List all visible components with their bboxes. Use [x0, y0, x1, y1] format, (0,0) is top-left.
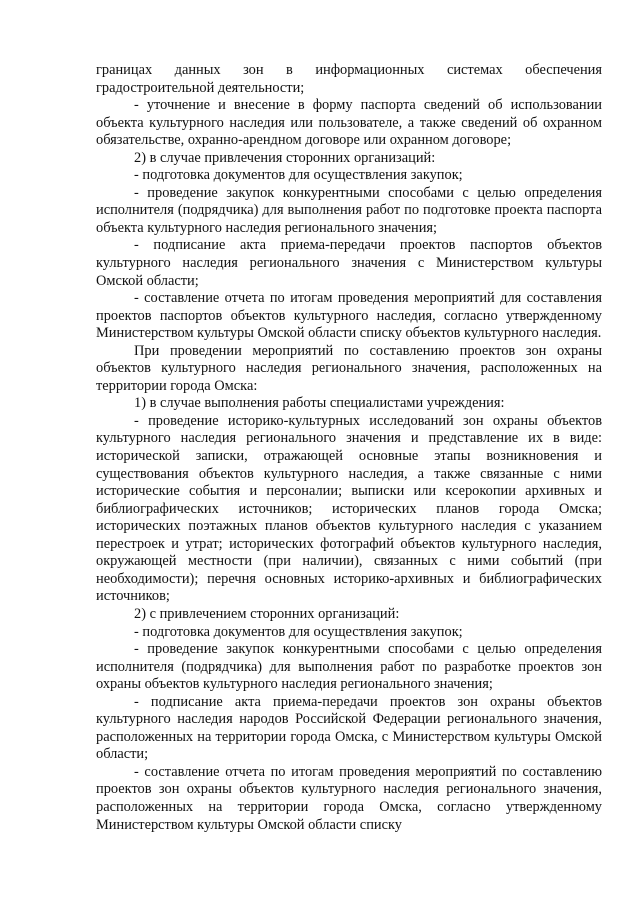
paragraph-1: границах данных зон в информационных системах обеспечения градостроительной деятельности;: [96, 62, 602, 96]
paragraph-13: - проведение закупок конкурентными способами с целью определения исполнителя (подрядчика) для выполнения работ по разработке проектов зон охраны объектов культурного наследия регионального значения;: [96, 641, 602, 693]
paragraph-15: - составление отчета по итогам проведения мероприятий по составлению проектов зон охраны объектов культурного наследия регионального значения, расположенных на территории города Омска, согласно утвержденному Министерством культуры Омской области списку: [96, 763, 602, 833]
paragraph-2: - уточнение и внесение в форму паспорта сведений об использовании объекта культурного наследия или пользователе, а также сведений об охранном обязательстве, охранно-арендном договоре или охранном договоре;: [96, 97, 602, 149]
paragraph-7: - составление отчета по итогам проведения мероприятий для составления проектов паспортов объектов культурного наследия, согласно утвержденному Министерством культуры Омской области списку объектов культурного наследия.: [96, 290, 602, 342]
paragraph-8: При проведении мероприятий по составлению проектов зон охраны объектов культурного наследия регионального значения, расположенных на территории города Омска:: [96, 342, 602, 394]
paragraph-14: - подписание акта приема-передачи проектов зон охраны объектов культурного наследия народов Российской Федерации регионального значения, расположенных на территории города Омска, с Министерством культуры Омской области;: [96, 693, 602, 763]
paragraph-11: 2) с привлечением сторонних организаций:: [134, 605, 400, 622]
paragraph-4: - подготовка документов для осуществления закупок;: [134, 167, 463, 184]
paragraph-3: 2) в случае привлечения сторонних организаций:: [134, 149, 436, 166]
document-body: [96, 62, 602, 834]
paragraph-6: - подписание акта приема-передачи проектов паспортов объектов культурного наследия регионального значения с Министерством культуры Омской области;: [96, 237, 602, 289]
paragraph-5: - проведение закупок конкурентными способами с целью определения исполнителя (подрядчика) для выполнения работ по подготовке проекта паспорта объекта культурного наследия регионального значения;: [96, 184, 602, 236]
paragraph-9: 1) в случае выполнения работы специалистами учреждения:: [134, 395, 505, 412]
paragraph-10: - проведение историко-культурных исследований зон охраны объектов культурного наследия регионального значения и представление их в виде: исторической записки, отражающей основные этапы возникновения и существования объектов культурного наследия, а также связанные с ними исторические события и персоналии; выписки или ксерокопии архивных и библиографических источников; исторических планов города Омска; исторических поэтажных планов объектов культурного наследия с указанием перестроек и утрат; исторических фотографий объектов культурного наследия, окружающей местности (при наличии), связанных с ними событий (при необходимости); перечня основных историко-архивных и библиографических источников;: [96, 412, 602, 605]
paragraph-12: - подготовка документов для осуществления закупок;: [134, 623, 463, 640]
